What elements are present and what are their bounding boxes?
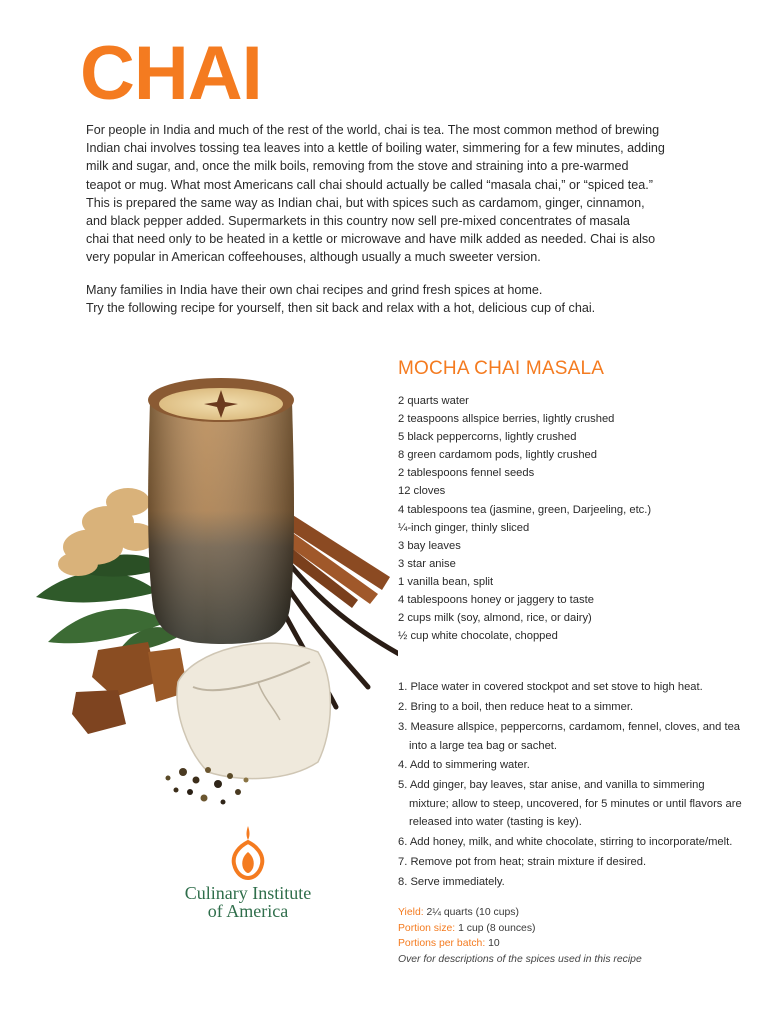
ingredient-item: 4 tablespoons honey or jaggery to taste [398,594,594,607]
sachet-icon [177,643,330,778]
ingredient-item: ½ cup white chocolate, chopped [398,630,558,643]
logo-line-1: Culinary Institute [184,883,312,903]
ingredient-item: 12 cloves [398,485,446,498]
yield-label: Yield: [398,907,424,919]
intro-paragraph-1 [86,121,686,267]
portions-label: Portions per batch: [398,938,486,950]
ingredient-item: 8 green cardamom pods, lightly crushed [398,449,597,462]
flame-logo-icon [228,826,268,880]
recipe-note: Over for descriptions of the spices used in this recipe [398,954,642,966]
portions-row [398,936,743,952]
intro-line: This is prepared the same way as Indian chai, but with spices such as cardamom, ginger, cinnamon, [86,195,645,210]
logo-text [168,884,328,920]
ingredients-list [398,392,743,645]
intro-line: very popular in American coffeehouses, although usually a much sweeter version. [86,250,541,265]
ingredient-item: 1 vanilla bean, split [398,575,494,588]
intro-line: Try the following recipe for yourself, then sit back and relax with a hot, delicious cup of chai. [86,300,596,315]
step-item: 7. Remove pot from heat; strain mixture if desired. [398,855,647,868]
ingredient-item: 4 tablespoons tea (jasmine, green, Darjeeling, etc.) [398,503,652,516]
intro-line: and black pepper added. Supermarkets in this country now sell pre-mixed concentrates of masala [86,214,630,229]
intro-line: For people in India and much of the rest of the world, chai is tea. The most common method of brewing [86,123,660,137]
portion-row [398,921,743,937]
yield-info [398,905,743,967]
step-item: 3. Measure allspice, peppercorns, cardamom, fennel, cloves, and tea into a large tea bag or sachet. [398,721,741,752]
cup-icon [148,378,294,644]
intro-text [86,121,686,331]
ingredient-item: 2 cups milk (soy, almond, rice, or dairy) [398,612,592,625]
step-item: 5. Add ginger, bay leaves, star anise, and vanilla to simmering mixture; allow to steep, uncovered, for 5 minutes or until flavors are released into water (tasting is key). [398,779,742,829]
step-item: 1. Place water in covered stockpot and set stove to high heat. [398,681,703,694]
intro-paragraph-2 [86,281,686,317]
intro-line: Many families in India have their own chai recipes and grind fresh spices at home. [86,282,543,297]
yield-row [398,905,743,921]
logo-line-2: of America [207,901,289,921]
portion-label: Portion size: [398,922,456,934]
jaggery-icon [72,642,188,734]
intro-line: teapot or mug. What most Americans call chai should actually be called “masala chai,” or “spiced tea.” [86,177,653,192]
chai-photo [18,352,398,822]
recipe [398,358,743,968]
step-item: 4. Add to simmering water. [398,759,530,772]
ingredient-item: ¼-inch ginger, thinly sliced [398,521,530,534]
step-item: 2. Bring to a boil, then reduce heat to a simmer. [398,701,634,714]
portion-value: 1 cup (8 ounces) [458,922,536,934]
portions-value: 10 [488,938,500,950]
intro-line: milk and sugar, and, once the milk boils, removing from the stove and straining into a pre-warmed [86,159,629,174]
step-item: 6. Add honey, milk, and white chocolate, stirring to incorporate/melt. [398,836,733,849]
step-item: 8. Serve immediately. [398,875,505,888]
recipe-title: MOCHA CHAI MASALA [398,358,605,379]
ingredient-item: 2 tablespoons fennel seeds [398,467,535,480]
cia-logo [168,826,328,920]
intro-line: chai that need only to be heated in a kettle or microwave and have milk added as needed. Chai is also [86,232,656,247]
ingredient-item: 2 quarts water [398,395,469,407]
ingredient-item: 5 black peppercorns, lightly crushed [398,431,577,444]
ingredient-item: 3 star anise [398,557,456,570]
page-title: CHAI [80,31,262,116]
ingredient-item: 2 teaspoons allspice berries, lightly crushed [398,413,615,426]
yield-value: 2¼ quarts (10 cups) [426,907,519,919]
steps-list [398,678,743,891]
intro-line: Indian chai involves tossing tea leaves into a kettle of boiling water, simmering for a few minutes, adding [86,141,665,156]
ingredient-item: 3 bay leaves [398,539,461,552]
